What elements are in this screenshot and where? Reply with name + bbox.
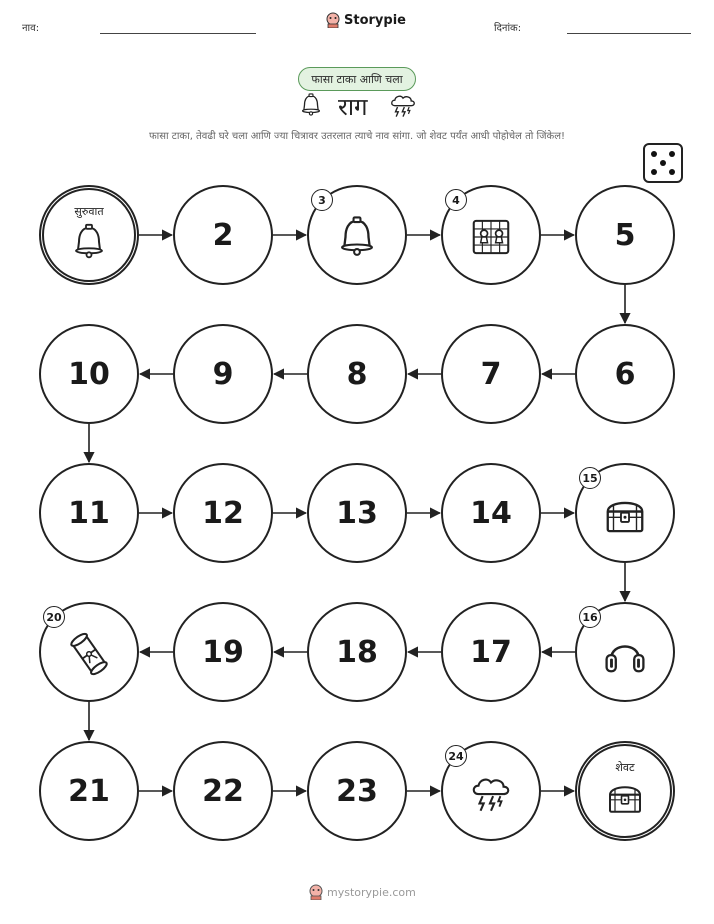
- board-cell-22: [173, 741, 273, 841]
- cell-number-badge: 15: [579, 467, 601, 489]
- board-cell-5: [575, 185, 675, 285]
- board-cell-7: [441, 324, 541, 424]
- cell-number-badge: 24: [445, 745, 467, 767]
- board-cell-21: [39, 741, 139, 841]
- page-title: राग: [338, 93, 368, 121]
- bell-icon: [69, 222, 109, 266]
- board-cell-9: [173, 324, 273, 424]
- cell-number-badge: 16: [579, 606, 601, 628]
- cell-number: 6: [614, 356, 636, 392]
- start-cell: [39, 185, 139, 285]
- board-cell-10: [39, 324, 139, 424]
- bell-icon: [334, 214, 380, 264]
- cell-number: 9: [212, 356, 234, 392]
- treasure-chest-icon: [605, 778, 645, 822]
- cell-number-badge: 3: [311, 189, 333, 211]
- board-cell-15: [575, 463, 675, 563]
- cell-number: 17: [470, 634, 512, 670]
- cell-number: 22: [202, 773, 244, 809]
- game-type-pill: फासा टाका आणि चला: [298, 67, 416, 91]
- board-cell-20: [39, 602, 139, 702]
- board-cell-16: [575, 602, 675, 702]
- cell-number: 8: [346, 356, 368, 392]
- board-cell-13: [307, 463, 407, 563]
- cell-label: सुरुवात: [74, 205, 104, 218]
- board-cell-17: [441, 602, 541, 702]
- cell-number: 12: [202, 495, 244, 531]
- cell-number: 18: [336, 634, 378, 670]
- chess-board-icon: [468, 214, 514, 264]
- brand-name: Storypie: [344, 12, 406, 28]
- cell-number: 23: [336, 773, 378, 809]
- board-cell-19: [173, 602, 273, 702]
- board-cell-3: [307, 185, 407, 285]
- board-cell-18: [307, 602, 407, 702]
- board-cell-24: [441, 741, 541, 841]
- footer-url: mystorypie.com: [327, 885, 416, 899]
- name-label: नाव:: [22, 23, 40, 34]
- cell-label: शेवट: [615, 761, 635, 774]
- storm-cloud-icon: [468, 770, 514, 820]
- storypie-mascot-icon: [309, 884, 323, 900]
- instructions: फासा टाका, तेवढी घरे चला आणि ज्या चित्रावर उतरलात त्याचे नाव सांगा. जो शेवट पर्यंत आधी पोहोचेल तो जिंकेल!: [148, 131, 566, 142]
- cell-number: 19: [202, 634, 244, 670]
- cell-number: 5: [614, 217, 636, 253]
- cell-number: 21: [68, 773, 110, 809]
- board-cell-6: [575, 324, 675, 424]
- footer: [309, 884, 416, 900]
- treasure-chest-icon: [602, 492, 648, 542]
- headphones-icon: [602, 631, 648, 681]
- cell-number: 10: [68, 356, 110, 392]
- cell-number: 11: [68, 495, 110, 531]
- board-cell-2: [173, 185, 273, 285]
- scroll-icon: [66, 631, 112, 681]
- finish-cell: [575, 741, 675, 841]
- board-cell-11: [39, 463, 139, 563]
- board-cell-12: [173, 463, 273, 563]
- board-cell-23: [307, 741, 407, 841]
- cell-number: 2: [212, 217, 234, 253]
- cell-number: 13: [336, 495, 378, 531]
- cell-number: 14: [470, 495, 512, 531]
- date-label: दिनांक:: [494, 23, 522, 34]
- cell-number-badge: 4: [445, 189, 467, 211]
- cell-number: 7: [480, 356, 502, 392]
- cell-number-badge: 20: [43, 606, 65, 628]
- board-cell-8: [307, 324, 407, 424]
- board-cell-4: [441, 185, 541, 285]
- board-cell-14: [441, 463, 541, 563]
